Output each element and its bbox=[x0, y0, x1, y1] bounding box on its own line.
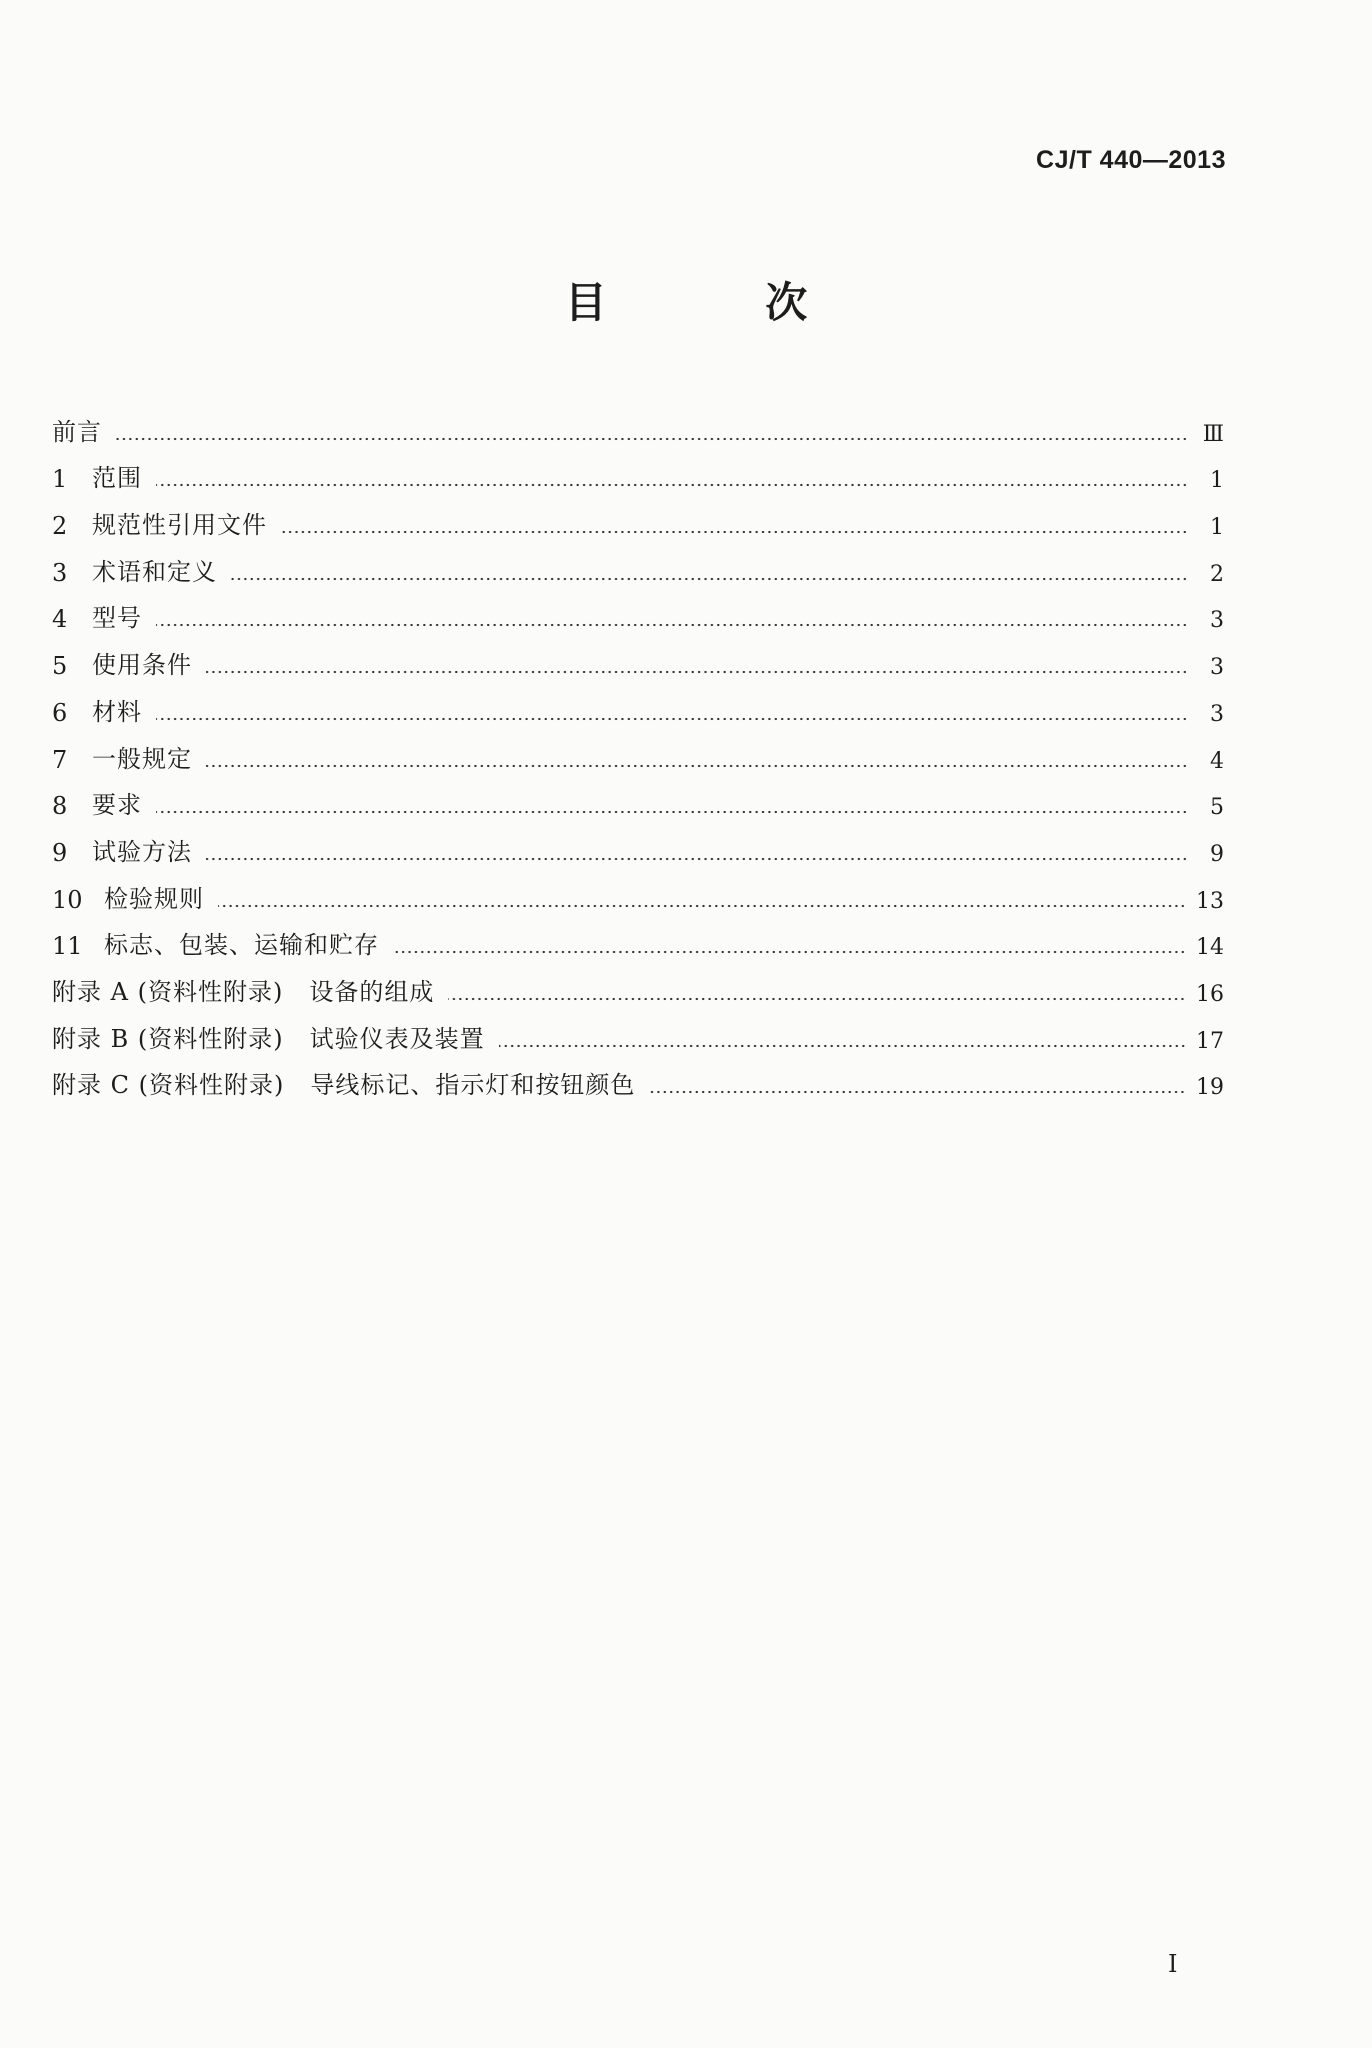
toc-entry-label: 型号 bbox=[92, 604, 142, 633]
toc-entry-label: 附录 A (资料性附录) bbox=[52, 977, 284, 1006]
toc-entry-preface[interactable] bbox=[52, 400, 1224, 447]
toc-entry-number: 6 bbox=[52, 698, 68, 727]
toc-entry-label: 使用条件 bbox=[92, 651, 192, 680]
toc-entry-label: 附录 C (资料性附录) bbox=[52, 1071, 285, 1100]
toc-entry-number: 10 bbox=[52, 885, 83, 914]
toc-entry-label: 要求 bbox=[92, 791, 142, 820]
toc-entry-subtitle: 设备的组成 bbox=[309, 977, 435, 1006]
toc-entry-label: 规范性引用文件 bbox=[92, 511, 267, 540]
toc-entry-8[interactable] bbox=[52, 774, 1224, 821]
toc-entry-number: 1 bbox=[52, 465, 68, 494]
toc-entry-7[interactable] bbox=[52, 727, 1224, 774]
toc-entry-number: 3 bbox=[52, 558, 68, 587]
toc-entry-page: 4 bbox=[1210, 748, 1224, 774]
toc-entry-page: 3 bbox=[1210, 608, 1224, 634]
leader-dots bbox=[231, 577, 1188, 581]
toc-entry-subtitle: 试验仪表及装置 bbox=[309, 1024, 485, 1053]
toc-entry-page: 5 bbox=[1210, 795, 1224, 821]
leader-dots bbox=[116, 437, 1188, 441]
leader-dots bbox=[393, 950, 1186, 954]
toc-entry-number: 8 bbox=[52, 792, 68, 821]
leader-dots bbox=[206, 670, 1188, 674]
toc-entry-11[interactable] bbox=[52, 914, 1224, 961]
leader-dots bbox=[649, 1090, 1186, 1094]
toc-entry-label: 标志、包装、运输和贮存 bbox=[104, 931, 379, 960]
toc-entry-number: 4 bbox=[52, 605, 68, 634]
table-of-contents bbox=[52, 400, 1224, 1100]
toc-entry-number: 7 bbox=[52, 745, 68, 774]
leader-dots bbox=[156, 810, 1188, 814]
toc-entry-page: 1 bbox=[1210, 515, 1224, 541]
toc-entry-label: 术语和定义 bbox=[92, 557, 217, 586]
toc-entry-label: 附录 B (资料性附录) bbox=[52, 1024, 284, 1053]
leader-dots bbox=[156, 717, 1188, 721]
toc-entry-6[interactable] bbox=[52, 680, 1224, 727]
toc-entry-page: 14 bbox=[1196, 935, 1224, 961]
toc-entry-number: 2 bbox=[52, 512, 68, 541]
toc-entry-page: 2 bbox=[1210, 561, 1224, 587]
leader-dots bbox=[218, 904, 1186, 908]
leader-dots bbox=[156, 623, 1188, 627]
toc-entry-appendix-a[interactable] bbox=[52, 960, 1224, 1007]
leader-dots bbox=[206, 764, 1188, 768]
toc-entry-label: 试验方法 bbox=[92, 837, 192, 866]
toc-entry-page: 1 bbox=[1210, 468, 1224, 494]
leader-dots bbox=[281, 530, 1188, 534]
toc-entry-page: 16 bbox=[1196, 981, 1224, 1007]
toc-entry-1[interactable] bbox=[52, 447, 1224, 494]
toc-entry-4[interactable] bbox=[52, 587, 1224, 634]
leader-dots bbox=[206, 857, 1188, 861]
toc-entry-label: 检验规则 bbox=[104, 884, 204, 913]
toc-entry-3[interactable] bbox=[52, 540, 1224, 587]
toc-entry-page: 19 bbox=[1196, 1075, 1224, 1101]
toc-entry-appendix-c[interactable] bbox=[52, 1054, 1224, 1101]
page-title: 目 次 bbox=[564, 278, 880, 327]
toc-entry-number: 5 bbox=[52, 652, 68, 681]
page-folio: I bbox=[1168, 1950, 1178, 1978]
leader-dots bbox=[156, 483, 1188, 487]
toc-entry-5[interactable] bbox=[52, 633, 1224, 680]
toc-entry-page: Ⅲ bbox=[1202, 421, 1224, 447]
toc-entry-appendix-b[interactable] bbox=[52, 1007, 1224, 1054]
toc-entry-10[interactable] bbox=[52, 867, 1224, 914]
toc-entry-page: 3 bbox=[1210, 655, 1224, 681]
toc-entry-page: 17 bbox=[1196, 1028, 1224, 1054]
leader-dots bbox=[448, 997, 1186, 1001]
toc-entry-page: 3 bbox=[1210, 701, 1224, 727]
document-code: CJ/T 440—2013 bbox=[1036, 146, 1226, 174]
toc-entry-label: 材料 bbox=[92, 697, 142, 726]
leader-dots bbox=[499, 1044, 1186, 1048]
toc-entry-page: 13 bbox=[1196, 888, 1224, 914]
toc-entry-subtitle: 导线标记、指示灯和按钮颜色 bbox=[310, 1071, 636, 1100]
toc-entry-number: 9 bbox=[52, 838, 68, 867]
toc-entry-label: 一般规定 bbox=[92, 744, 192, 773]
toc-entry-number: 11 bbox=[52, 932, 83, 961]
toc-entry-label: 前言 bbox=[52, 417, 102, 446]
toc-entry-label: 范围 bbox=[92, 464, 142, 493]
toc-entry-2[interactable] bbox=[52, 493, 1224, 540]
toc-entry-page: 9 bbox=[1210, 841, 1224, 867]
toc-entry-9[interactable] bbox=[52, 820, 1224, 867]
